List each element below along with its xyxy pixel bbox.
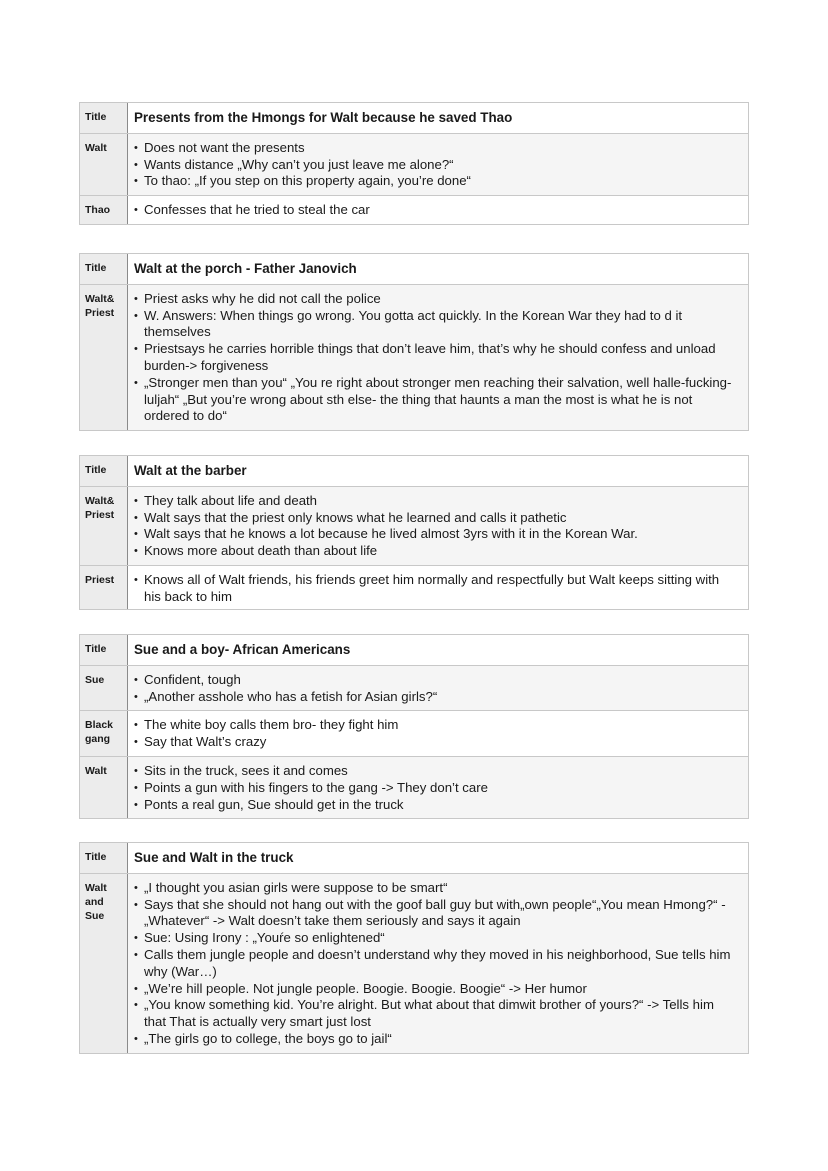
row-content	[128, 874, 748, 1053]
bullet-item: • Confident, tough	[134, 672, 738, 689]
scene-title: Sue and a boy- African Americans	[134, 642, 351, 657]
character-row	[80, 874, 748, 1053]
bullet-item: • Ponts a real gun, Sue should get in the truck	[134, 797, 738, 814]
character-row	[80, 285, 748, 430]
bullet-item: • Say that Walt’s crazy	[134, 734, 738, 751]
bullet-item: • Confesses that he tried to steal the car	[134, 202, 738, 219]
title-row	[80, 635, 748, 666]
scene-table-5	[79, 842, 749, 1054]
bullet-list	[134, 880, 738, 1048]
scene-title: Walt at the barber	[134, 463, 247, 478]
row-label: Title	[80, 843, 128, 873]
row-content	[128, 711, 748, 756]
character-row	[80, 566, 748, 610]
bullet-item: • Knows more about death than about life	[134, 543, 738, 560]
row-content	[128, 487, 748, 565]
character-row	[80, 196, 748, 224]
bullet-item: • To thao: „If you step on this property again, you’re done“	[134, 173, 738, 190]
bullet-item: • Calls them jungle people and doesn’t understand why they moved in his neighborhood, Sue tells him why (War…)	[134, 947, 738, 981]
row-label: Sue	[80, 666, 128, 711]
scene-title: Walt at the porch - Father Janovich	[134, 261, 357, 276]
bullet-item: • „You know something kid. You’re alright. But what about that dimwit brother of yours?“ -> Tells him that That is actually very smart just lost	[134, 997, 738, 1031]
title-row	[80, 254, 748, 285]
bullet-list	[134, 717, 738, 751]
scene-table-2	[79, 253, 749, 431]
row-label: Walt& Priest	[80, 285, 128, 430]
scene-title: Sue and Walt in the truck	[134, 850, 294, 865]
row-label: Title	[80, 456, 128, 486]
row-content	[128, 757, 748, 818]
title-row	[80, 103, 748, 134]
scene-title: Presents from the Hmongs for Walt because he saved Thao	[134, 110, 513, 125]
row-label: Thao	[80, 196, 128, 224]
bullet-item: • The white boy calls them bro- they fight him	[134, 717, 738, 734]
bullet-item: • Says that she should not hang out with the goof ball guy but with„own people“„You mean Hmong?“ -„Whatever“ -> Walt doesn’t take them seriously and says it again	[134, 897, 738, 931]
bullet-item: • W. Answers: When things go wrong. You gotta act quickly. In the Korean War they had to d it themselves	[134, 308, 738, 342]
title-row	[80, 456, 748, 487]
bullet-item: • Knows all of Walt friends, his friends greet him normally and respectfully but Walt keeps sitting with his back to him	[134, 572, 738, 606]
row-label: Walt	[80, 757, 128, 818]
scene-table-4	[79, 634, 749, 819]
bullet-item: • Sits in the truck, sees it and comes	[134, 763, 738, 780]
bullet-list	[134, 202, 738, 219]
scene-table-1	[79, 102, 749, 225]
bullet-list	[134, 140, 738, 190]
bullet-item: • „Another asshole who has a fetish for Asian girls?“	[134, 689, 738, 706]
bullet-item: • Wants distance „Why can’t you just leave me alone?“	[134, 157, 738, 174]
bullet-list	[134, 672, 738, 706]
character-row	[80, 134, 748, 196]
bullet-item: • They talk about life and death	[134, 493, 738, 510]
title-row	[80, 843, 748, 874]
row-content	[128, 566, 748, 610]
bullet-item: • Priest asks why he did not call the police	[134, 291, 738, 308]
row-label: Walt	[80, 134, 128, 195]
bullet-item: • Sue: Using Irony : „Youŕe so enlightened“	[134, 930, 738, 947]
bullet-item: • Priestsays he carries horrible things that don’t leave him, that’s why he should confess and unload burden-> forgiveness	[134, 341, 738, 375]
bullet-list	[134, 291, 738, 425]
row-label: Title	[80, 254, 128, 284]
bullet-item: • Does not want the presents	[134, 140, 738, 157]
character-row	[80, 666, 748, 712]
bullet-item: • Points a gun with his fingers to the gang -> They don’t care	[134, 780, 738, 797]
row-label: Priest	[80, 566, 128, 610]
row-label: Title	[80, 635, 128, 665]
row-content	[128, 666, 748, 711]
row-label: Black gang	[80, 711, 128, 756]
bullet-item: • „I thought you asian girls were suppose to be smart“	[134, 880, 738, 897]
row-content	[128, 285, 748, 430]
character-row	[80, 487, 748, 566]
scene-table-3	[79, 455, 749, 610]
character-row	[80, 711, 748, 757]
row-content	[128, 134, 748, 195]
row-label: Walt& Priest	[80, 487, 128, 565]
row-label: Walt and Sue	[80, 874, 128, 1053]
bullet-list	[134, 493, 738, 560]
character-row	[80, 757, 748, 818]
bullet-item: • „The girls go to college, the boys go to jail“	[134, 1031, 738, 1048]
bullet-item: • „We’re hill people. Not jungle people. Boogie. Boogie. Boogie“ -> Her humor	[134, 981, 738, 998]
bullet-item: • „Stronger men than you“ „You re right about stronger men reaching their salvation, well halle-fucking-luljah“ „But you’re wrong about sth else- the thing that haunts a man the most is what he is not ordered to do“	[134, 375, 738, 425]
row-label: Title	[80, 103, 128, 133]
bullet-list	[134, 763, 738, 813]
row-content	[128, 196, 748, 224]
bullet-item: • Walt says that the priest only knows what he learned and calls it pathetic	[134, 510, 738, 527]
bullet-list	[134, 572, 738, 606]
bullet-item: • Walt says that he knows a lot because he lived almost 3yrs with it in the Korean War.	[134, 526, 738, 543]
